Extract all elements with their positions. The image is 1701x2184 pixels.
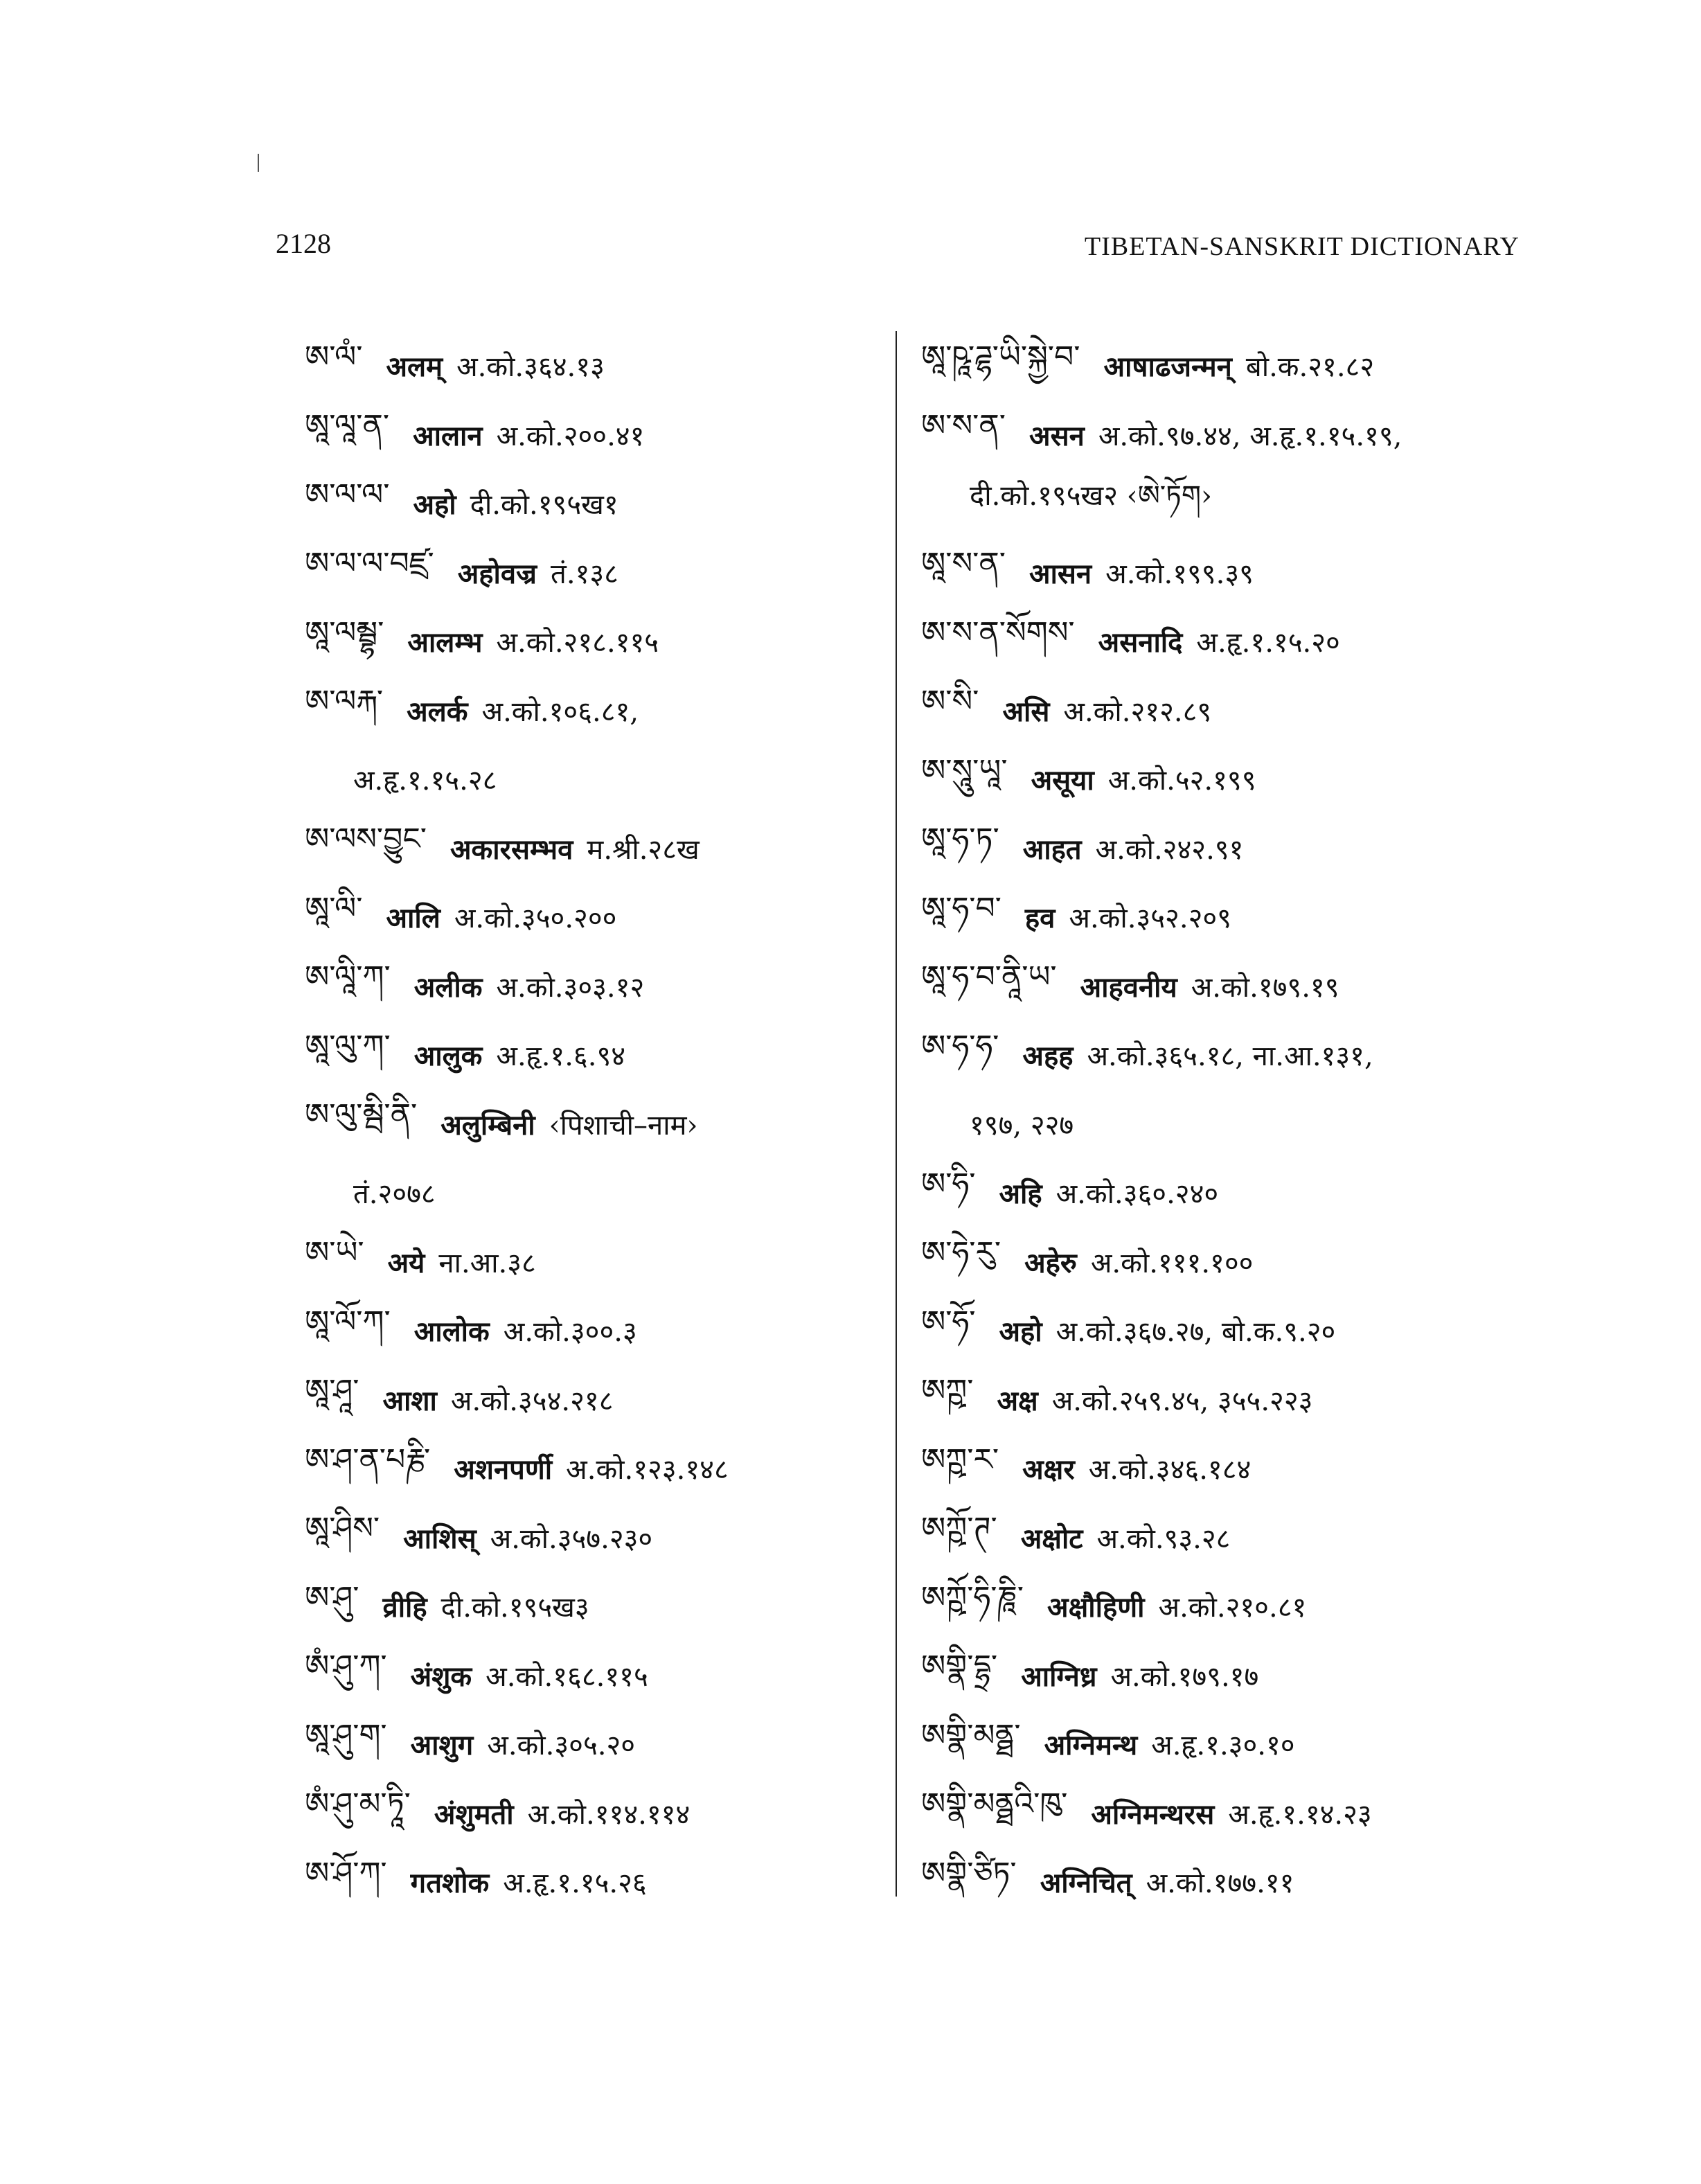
tibetan-headword: ཨཀྵ་ [921,1373,974,1409]
source-reference: अ.हृ.१.१४.२३ [1228,1798,1372,1831]
tibetan-headword: ཨ་སི་ [921,684,979,720]
left-column [305,331,887,1917]
source-reference: अ.को.२४२.९१ [1095,833,1244,866]
tibetan-headword: ཨ་ཤོ་ཀ་ [305,1855,387,1891]
source-reference: अ.को.११४.११४ [527,1798,691,1831]
sanskrit-equivalent: अक्ष [997,1384,1038,1417]
sanskrit-equivalent: अलुम्बिनी [440,1108,535,1142]
tibetan-headword: ཨགྣི་མནྠ་ [921,1717,1021,1753]
column-divider [896,331,897,1897]
sanskrit-equivalent: अकारसम्भव [450,833,573,866]
dictionary-entry [305,952,887,1021]
dictionary-entry [305,1020,887,1090]
dictionary-entry [305,1710,887,1779]
sanskrit-equivalent: अहि [999,1178,1042,1211]
sanskrit-equivalent: अहोवज्र [457,557,537,590]
sanskrit-equivalent: आशिस् [403,1522,477,1555]
page-number: 2128 [276,228,331,259]
source-reference: तं.१३८ [551,558,618,590]
entry-continuation: अ.हृ.१.१५.२८ [353,765,497,797]
tibetan-headword: ཨགྣི་ཙིཏ་ [921,1855,1017,1891]
tibetan-headword: ཨཱ་ལི་ [305,890,363,926]
dictionary-entry [921,1365,1531,1435]
dictionary-entry [921,1296,1531,1365]
dictionary-entry [921,1158,1531,1227]
source-reference: अ.हृ.१.१५.२० [1196,627,1340,659]
tibetan-headword: ཨ་ཤ་ན་པརྞི་ [305,1441,431,1477]
tibetan-headword: ཨཱ་ས་ན་ [921,546,1006,582]
source-reference: अ.को.३५७.२३० [490,1522,653,1555]
sanskrit-equivalent: व्रीहि [382,1591,427,1624]
tibetan-headword: ཨཀྵ་ར་ [921,1441,999,1477]
right-column [921,331,1531,1917]
sanskrit-equivalent: अलर्क [407,695,468,728]
source-reference: दी.को.१९५ख१ [470,489,618,522]
tibetan-headword: ཨ་སཱུ་ཡཱ་ [921,752,1008,788]
tibetan-headword: ཨཱ་ཤིས་ [305,1511,380,1547]
dictionary-entry [921,1779,1531,1848]
sanskrit-equivalent: आशुग [410,1729,474,1762]
dictionary-entry [305,882,887,952]
tibetan-headword: ཨཀྵོ་ཊ་ [921,1511,997,1547]
source-reference: अ.को.३४६.१८४ [1088,1454,1252,1486]
source-reference: अ.को.३०३.१२ [496,971,645,1004]
dictionary-entry [921,1434,1531,1503]
sanskrit-equivalent: आलि [386,902,440,935]
sanskrit-equivalent: आशा [382,1384,437,1417]
sanskrit-equivalent: आहवनीय [1080,970,1177,1004]
dictionary-entry [305,1090,887,1159]
source-reference: अ.को.१९९.३९ [1105,558,1254,590]
source-reference: अ.को.९३.२८ [1096,1522,1231,1555]
dictionary-entry [305,1503,887,1572]
tibetan-headword: ཨགྣི་མནྠའི་ཁུ་ [921,1786,1068,1822]
dictionary-entry [305,1572,887,1641]
margin-mark [258,154,259,172]
sanskrit-equivalent: अलम् [386,350,443,384]
dictionary-entry [921,882,1531,952]
source-reference: अ.को.१६८.११५ [486,1660,648,1693]
dictionary-entry [921,469,1531,538]
source-reference: अ.हृ.१.६.९४ [496,1040,626,1073]
tibetan-headword: ཨཱ་ཤཱ་ [305,1373,359,1409]
tibetan-headword: ཨཱ་ལོ་ཀ་ [305,1304,391,1340]
dictionary-entry [921,745,1531,814]
dictionary-entry [921,1847,1531,1917]
tibetan-headword: ཨཱ་ལཱ་ན་ [305,408,390,444]
tibetan-headword: ཨ་ཧི་ [921,1166,976,1202]
dictionary-entry [921,331,1531,400]
dictionary-entry [305,676,887,745]
source-reference: अ.को.३६४.१३ [456,351,605,384]
running-head: TIBETAN-SANSKRIT DICTIONARY [1084,232,1520,261]
tibetan-headword: ཨཾ་ཤུ་མ་ཏཱི་ [305,1786,411,1822]
sanskrit-equivalent: गतशोक [410,1867,490,1900]
sanskrit-equivalent: अग्निमन्थरस [1091,1797,1215,1831]
tibetan-headword: ཨ་ཧ་ཧ་ [921,1028,999,1064]
dictionary-entry [305,814,887,883]
sanskrit-equivalent: अग्निचित् [1040,1867,1132,1900]
dictionary-entry [305,1641,887,1710]
entry-continuation: दी.को.१९५ख२ ‹ཨེ་ཏོག› [970,480,1213,513]
tibetan-headword: ཨ་ལརྐ་ [305,684,384,720]
sanskrit-equivalent: आषाढजन्मन् [1103,350,1232,384]
sanskrit-equivalent: अशनपर्णी [454,1453,553,1486]
source-reference: दी.को.१९५ख३ [440,1592,589,1624]
source-reference: अ.को.१११.१०० [1090,1247,1254,1279]
dictionary-entry [921,1641,1531,1710]
sanskrit-equivalent: अहो [999,1315,1042,1349]
dictionary-entry [305,1847,887,1917]
source-reference: अ.को.२१०.८१ [1158,1592,1307,1624]
sanskrit-equivalent: अक्षोट [1020,1522,1083,1555]
sanskrit-equivalent: आग्निध्र [1021,1660,1097,1693]
source-reference: अ.को.३६७.२७, बो.क.९.२० [1056,1316,1336,1349]
sanskrit-equivalent: असि [1002,695,1050,728]
dictionary-entry [921,952,1531,1021]
source-reference: अ.को.१७९.१७ [1110,1660,1259,1693]
tibetan-headword: ཨ་ལུ་མྦི་ནི་ [305,1097,418,1133]
dictionary-entry [305,331,887,400]
sanskrit-equivalent: आसन [1029,557,1092,590]
tibetan-headword: ཨཱ་ཥཱ་ཌྷ་ཡི་སྐྱེ་བ་ [921,339,1080,375]
sanskrit-equivalent: अंशुमती [434,1797,514,1831]
source-reference: अ.हृ.१.१५.२६ [503,1867,647,1900]
dictionary-entry [305,1779,887,1848]
source-reference: अ.को.२००.४१ [496,420,645,452]
tibetan-headword: ཨཾ་ཤུ་ཀ་ [305,1649,387,1685]
entry-continuation: तं.२०७८ [353,1178,436,1211]
tibetan-headword: ཨགྣི་དྷྲ་ [921,1649,998,1685]
sanskrit-equivalent: असन [1029,419,1085,452]
sanskrit-equivalent: अये [387,1246,425,1279]
source-reference: अ.को.२१२.८९ [1063,695,1212,728]
tibetan-headword: ཨ་ལས་བྱུང་ [305,822,427,858]
dictionary-entry [305,469,887,538]
tibetan-headword: ཨ་ཡེ་ [305,1235,364,1271]
source-reference: अ.को.३६५.१८, ना.आ.१३१, [1087,1040,1373,1073]
dictionary-entry [305,1365,887,1435]
dictionary-entry [305,1158,887,1227]
source-reference: ना.आ.३८ [438,1247,536,1279]
tibetan-headword: ཨ་ལཱི་ཀ་ [305,959,391,995]
sanskrit-equivalent: आलम्भ [407,626,483,659]
source-reference: म.श्री.२८ख [587,833,700,866]
source-reference: बो.क.२१.८२ [1245,351,1375,384]
sanskrit-equivalent: असनादि [1098,626,1183,659]
dictionary-entry [921,676,1531,745]
dictionary-entry [921,1227,1531,1297]
tibetan-headword: ཨཱ་ཧ་བ་ [921,890,1001,926]
tibetan-headword: ཨ་ས་ན་ [921,408,1006,444]
source-reference: अ.को.९७.४४, अ.हृ.१.१५.१९, [1098,420,1402,452]
dictionary-entry [921,607,1531,676]
dictionary-entry [921,538,1531,607]
tibetan-headword: ཨཱ་ཧ་བ་ནཱི་ཡ་ [921,959,1057,995]
tibetan-headword: ཨཱ་ལམྦྷ་ [305,614,384,650]
tibetan-headword: ཨ་ས་ན་སོགས་ [921,614,1075,650]
source-reference: अ.हृ.१.३०.१० [1151,1730,1295,1762]
sanskrit-equivalent: अक्षर [1022,1453,1075,1486]
tibetan-headword: ཨཱ་ལུ་ཀ་ [305,1028,391,1064]
dictionary-entry [921,1020,1531,1090]
sanskrit-equivalent: अहेरु [1024,1246,1077,1279]
sanskrit-equivalent: अग्निमन्थ [1044,1729,1138,1762]
dictionary-entry [305,538,887,607]
source-reference: अ.को.३५४.२१८ [450,1385,614,1417]
source-reference: अ.को.३०५.२० [487,1730,636,1762]
tibetan-headword: ཨ་ཧེ་རུ་ [921,1235,1001,1271]
source-reference: अ.को.१७९.१९ [1191,971,1339,1004]
source-reference: अ.को.१२३.१४८ [566,1454,729,1486]
source-reference: अ.को.२१८.११५ [496,627,659,659]
dictionary-entry [305,400,887,470]
dictionary-entry [305,1296,887,1365]
source-reference: अ.को.२५९.४५, ३५५.२२३ [1051,1385,1313,1417]
sanskrit-equivalent: आहत [1022,833,1082,866]
dictionary-entry [921,400,1531,470]
sanskrit-equivalent: आलुक [413,1040,483,1073]
dictionary-entry [305,1227,887,1297]
tibetan-headword: ཨ་ཧོ་ [921,1304,976,1340]
dictionary-entry [921,1710,1531,1779]
tibetan-headword: ཨ་ཤུ་ [305,1579,359,1615]
tibetan-headword: ཨ་ལ་ལ་ [305,477,390,513]
tibetan-headword: ཨཱ་ཤུ་ག་ [305,1717,387,1753]
sanskrit-equivalent: हव [1024,902,1056,935]
source-reference: अ.को.१७७.११ [1146,1867,1294,1900]
source-reference: ‹पिशाची–नाम› [549,1109,698,1142]
sanskrit-equivalent: अक्षौहिणी [1047,1591,1145,1624]
dictionary-entry [921,1090,1531,1159]
dictionary-entry [921,1572,1531,1641]
sanskrit-equivalent: अहह [1022,1040,1074,1073]
source-reference: अ.को.३००.३ [503,1316,637,1349]
source-reference: अ.को.३५०.२०० [454,903,617,935]
sanskrit-equivalent: अंशुक [410,1660,472,1693]
source-reference: अ.को.३५२.२०९ [1069,903,1231,935]
sanskrit-equivalent: अलीक [413,970,483,1004]
source-reference: अ.को.५२.१९९ [1107,765,1256,797]
sanskrit-equivalent: अहो [413,488,456,522]
tibetan-headword: ཨ་ལཾ་ [305,339,363,375]
entry-continuation: १९७, २२७ [970,1109,1074,1142]
tibetan-headword: ཨཱ་ཧ་ཏ་ [921,822,999,858]
dictionary-entry [305,745,887,814]
tibetan-headword: ཨ་ལ་ལ་བཛྲ་ [305,546,434,582]
source-reference: अ.को.३६०.२४० [1056,1178,1219,1211]
source-reference: अ.को.१०६.८१, [481,695,639,728]
sanskrit-equivalent: असूया [1031,764,1094,797]
sanskrit-equivalent: आलान [413,419,483,452]
tibetan-headword: ཨཀྵོ་ཧི་ཎཱི་ [921,1579,1024,1615]
sanskrit-equivalent: आलोक [413,1315,490,1349]
dictionary-entry [305,1434,887,1503]
dictionary-entry [921,814,1531,883]
dictionary-entry [305,607,887,676]
dictionary-entry [921,1503,1531,1572]
